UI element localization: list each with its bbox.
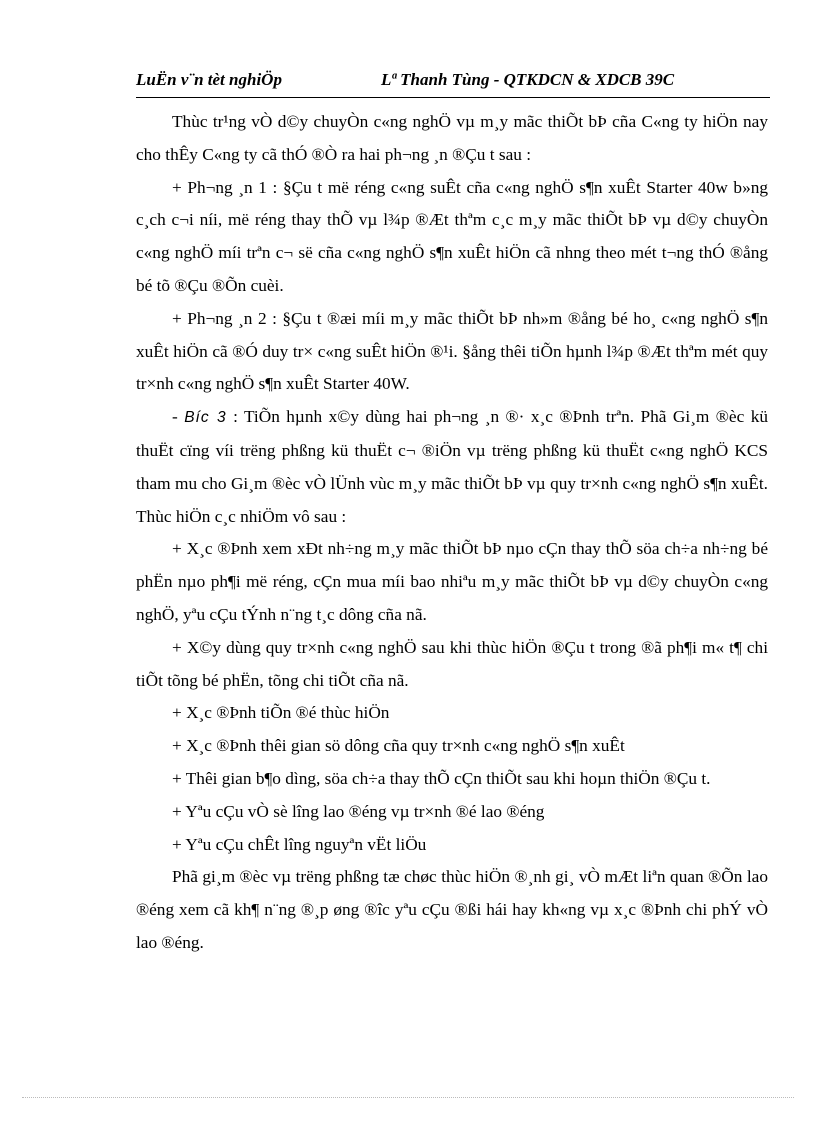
paragraph-task-usage-time: + X¸c ®Þnh thêi gian sö dông cña quy tr×nh c«ng nghÖ s¶n xuÊt — [172, 736, 625, 756]
paragraph-task-build-process: + X©y dùng quy tr×nh c«ng nghÖ sau khi thùc hiÖn ®Çu t trong ®ã ph¶i m« t¶ chi tiÕt tõng bé phËn, tõng chi tiÕt cña nã. — [136, 637, 768, 690]
header-thesis-title: LuËn v¨n tèt nghiÖp — [136, 70, 282, 89]
document-body — [136, 106, 768, 960]
paragraph-task-maintenance: + Thêi gian b¶o dìng, söa ch÷a thay thÕ cÇn thiÕt sau khi hoµn thiÖn ®Çu t. — [172, 768, 711, 788]
paragraph-conclusion: Phã gi¸m ®èc vµ trëng phßng tæ chøc thùc hiÖn ®¸nh gi¸ vÒ mÆt liªn quan ®Õn lao ®éng xem cã kh¶ n¨ng ®¸p øng ®îc yªu cÇu ®ßi hái hay kh«ng vµ x¸c ®Þnh chi phÝ vÒ lao ®éng. — [136, 867, 768, 952]
paragraph-task-materials: + Yªu cÇu chÊt lîng nguyªn vËt liÖu — [172, 834, 427, 854]
paragraph-task-schedule: + X¸c ®Þnh tiÕn ®é thùc hiÖn — [172, 703, 390, 723]
header-divider — [136, 97, 770, 98]
paragraph-step-3: - Bíc 3 : TiÕn hµnh x©y dùng hai ph¬ng ¸n ®· x¸c ®Þnh trªn. Phã Gi¸m ®èc kü thuËt cïng víi trëng phßng kü thuËt c¬ ®iÖn vµ trëng phßng kü thuËt c«ng nghÖ KCS tham mu cho Gi¸m ®èc vÒ lÜnh vùc m¸y mãc thiÕt bÞ vµ quy tr×nh c«ng nghÖ s¶n xuÊt. Thùc hiÖn c¸c nhiÖm vô sau : — [136, 407, 768, 526]
page-header — [136, 70, 770, 94]
paragraph-task-identify-equipment: + X¸c ®Þnh xem xÐt nh÷ng m¸y mãc thiÕt bÞ nµo cÇn thay thÕ söa ch÷a nh÷ng bé phËn nµo ph¶i më réng, cÇn mua míi bao nhiªu m¸y mãc thiÕt bÞ vµ d©y chuyÒn c«ng nghÖ, yªu cÇu tÝnh n¨ng t¸c dông cña nã. — [136, 539, 768, 624]
paragraph-task-labor: + Yªu cÇu vÒ sè lîng lao ®éng vµ tr×nh ®é lao ®éng — [172, 801, 545, 821]
step-label: Bíc 3 — [184, 409, 227, 427]
header-author-class: Lª Thanh Tùng - QTKDCN & XDCB 39C — [381, 70, 675, 89]
page-bottom-border — [22, 1097, 794, 1098]
paragraph-option-1: + Ph¬ng ¸n 1 : §Çu t më réng c«ng suÊt cña c«ng nghÖ s¶n xuÊt Starter 40w b»ng c¸ch c¬i níi, më réng thay thÕ vµ l¾p ®Æt thªm c¸c m¸y mãc thiÕt bÞ vµ d©y chuyÒn c«ng nghÖ míi trªn c¬ së cña c«ng nghÖ s¶n xuÊt hiÖn cã nhng theo mét t¬ng thÓ ®ång bé tõ ®Çu ®Õn cuèi. — [136, 177, 768, 295]
paragraph-option-2: + Ph¬ng ¸n 2 : §Çu t ®æi míi m¸y mãc thiÕt bÞ nh»m ®ång bé ho¸ c«ng nghÖ s¶n xuÊt hiÖn cã ®Ó duy tr× c«ng suÊt hiÖn ®¹i. §ång thêi tiÕn hµnh l¾p ®Æt thªm mét quy tr×nh c«ng nghÖ s¶n xuÊt Starter 40W. — [136, 308, 768, 394]
paragraph-intro: Thùc tr¹ng vÒ d©y chuyÒn c«ng nghÖ vµ m¸y mãc thiÕt bÞ cña C«ng ty hiÖn nay cho thÊy C«ng ty cã thÓ ®Ò ra hai ph¬ng ¸n ®Çu t sau : — [136, 112, 768, 164]
